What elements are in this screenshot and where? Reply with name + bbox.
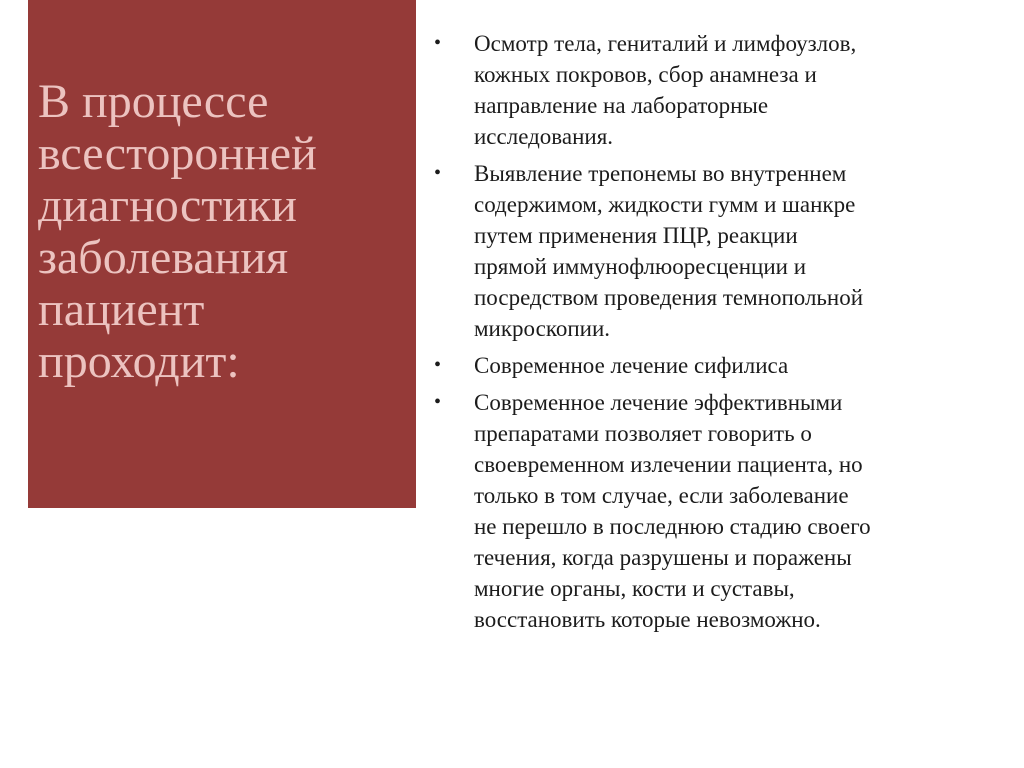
bullet-line: многие органы, кости и суставы, (474, 576, 795, 601)
bullet-item-effective-treatment (434, 387, 974, 635)
bullet-list (434, 28, 974, 641)
bullet-line: не перешло в последнюю стадию своего (474, 514, 871, 539)
slide-title-line: В процессе (38, 75, 269, 128)
bullet-line: только в том случае, если заболевание (474, 483, 849, 508)
bullet-line: направление на лабораторные (474, 93, 769, 118)
bullet-line: восстановить которые невозможно. (474, 607, 821, 632)
bullet-dot-icon: • (434, 162, 442, 184)
bullet-line: препаратами позволяет говорить о (474, 421, 812, 446)
slide-title-line: проходит: (38, 335, 240, 388)
bullet-item-detection (434, 158, 974, 344)
bullet-line: Выявление трепонемы во внутреннем (474, 161, 847, 186)
slide-title (38, 76, 408, 388)
bullet-item-examination (434, 28, 974, 152)
slide-title-line: пациент (38, 283, 205, 336)
bullet-line: Современное лечение эффективными (474, 390, 843, 415)
bullet-dot-icon: • (434, 354, 442, 376)
bullet-line: исследования. (474, 124, 614, 149)
bullet-line: кожных покровов, сбор анамнеза и (474, 62, 817, 87)
slide-title-line: диагностики (38, 179, 297, 232)
bullet-line: течения, когда разрушены и поражены (474, 545, 852, 570)
bullet-item-treatment (434, 350, 974, 381)
bullet-line: посредством проведения темнопольной (474, 285, 864, 310)
bullet-dot-icon: • (434, 32, 442, 54)
slide-title-line: всесторонней (38, 127, 317, 180)
bullet-line: микроскопии. (474, 316, 611, 341)
bullet-line: содержимом, жидкости гумм и шанкре (474, 192, 856, 217)
bullet-line: прямой иммунофлюоресценции и (474, 254, 807, 279)
bullet-line: путем применения ПЦР, реакции (474, 223, 798, 248)
bullet-line: Осмотр тела, гениталий и лимфоузлов, (474, 31, 857, 56)
title-panel (28, 0, 416, 508)
bullet-line: своевременном излечении пациента, но (474, 452, 863, 477)
bullet-dot-icon: • (434, 391, 442, 413)
bullet-line: Современное лечение сифилиса (474, 353, 789, 378)
slide-title-line: заболевания (38, 231, 289, 284)
